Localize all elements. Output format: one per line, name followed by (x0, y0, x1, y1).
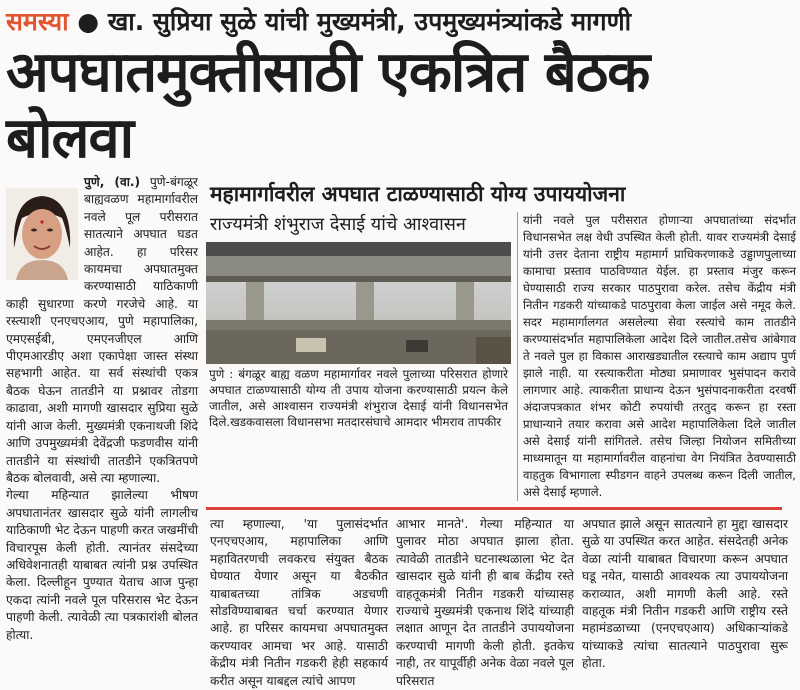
bullet-icon: ● (77, 7, 100, 36)
photo-caption: पुणे : बंगळूर बाह्य वळण महामार्गावर नवले पुलाच्या परिसरात होणारे अपघात टाळण्यासाठी योग्य ती उपाय योजना करण्यासाठी प्रयत्न केले जातील, असे आश्वासन राज्यमंत्री शंभुराज देसाई यांनी विधानसभेत दिले.खडकवासला विधानसभा मतदारसंघाचे आमदार भीमराव तापकीर (209, 367, 508, 429)
inset-box (206, 174, 796, 501)
kicker-text: खा. सुप्रिया सुळे यांची मुख्यमंत्री, उपमुख्यमंत्र्यांकडे मागणी (107, 7, 632, 36)
intro-paragraph: पुणे-बंगळूर बाह्यवळण महामार्गावरील नवले पूल परीसरात सातत्याने अपघात घडत आहेत. हा परिसर कायमचा अपघातमुक्त करण्यासाठी याठिकाणी काही सुधारणा करणे गरजेचे आहे. या रस्त्याशी एनएचएआय, पुणे महापालिका, एमएसईबी, एमएनजीएल आणि पीएमआरडीए अशा एकापेक्षा जास्त संस्था सहभागी आहेत. या सर्व संस्थांची एकत्र बैठक घेऊन तातडीने या प्रश्नावर तोडगा काढावा, अशी मागणी खासदार सुप्रिया सुळे यांनी आज केली. मुख्यमंत्री एकनाथजी शिंदे आणि उपमुख्यमंत्री देवेंद्रजी फडणवीस यांनी तातडीने या संस्थांची तातडीने एकत्रितपणे बैठक बोलवावी, असे त्या म्हणाल्या. (6, 175, 199, 485)
article-column-3: अपघात झाले असून सातत्याने हा मुद्दा खासदार सुळे या उपस्थित करत आहेत. संसदेतही अनेक वेळा त्यांनी याबाबत विचारणा करून अपघात घडू नयेत, यासाठी आवश्यक त्या उपाययोजना कराव्यात, अशी मागणी केली आहे. रस्ते वाहतूक मंत्री नितीन गडकरी आणि राष्ट्रीय रस्ते महामंडळाच्या (एनएचएआय) अधिकाऱ्यांकडे यांच्याकडे त्यांचा सातत्याने पाठपुरावा सुरू होता. (582, 517, 788, 671)
headline: अपघातमुक्तीसाठी एकत्रित बैठक बोलवा (6, 40, 650, 171)
red-divider (206, 507, 782, 510)
inset-subheading: राज्यमंत्री शंभुराज देसाई यांचे आश्वासन (210, 214, 466, 235)
kicker-tag: समस्या (6, 7, 69, 36)
article-column-2: आभार मानते'. गेल्या महिन्यात या पुलावर मोठा अपघात झाला होता. त्यावेळी तातडीने घटनास्थळाला भेट देत खासदार सुळे यांनी ही बाब केंद्रीय रस्ते वाहतूकमंत्री नितीन गडकरी यांच्यासह राज्याचे मुख्यमंत्री एकनाथ शिंदे यांच्याही लक्षात आणून देत तातडीने उपाययोजना करण्याची मागणी केली होती. इतकेच नाही, तर यापूर्वीही अनेक वेळा नवले पूल परिसरात (396, 517, 574, 688)
intro-paragraph: गेल्या महिन्यात झालेल्या भीषण अपघातानंतर खासदार सुळे यांनी लागलीच याठिकाणी भेट देऊन पाहणी करत जखमींची विचारपूस केली होती. त्यानंतर संसदेच्या अधिवेशनातही याबाबत त्यांनी प्रश्न उपस्थित केला. दिल्लीहून पुण्यात येताच आज पुन्हा एकदा त्यांनी नवले पूल परिसरास भेट देऊन पाहणी केली. त्यावेळी त्या पत्रकारांशी बोलत होत्या. (6, 488, 198, 642)
inset-article: यांनी नवले पुल परीसरात होणाऱ्या अपघातांच्या संदर्भात विधानसभेत लक्ष वेधी उपस्थित केली होती. यावर राज्यमंत्री देसाई यांनी उत्तर देताना राष्ट्रीय महामार्ग प्राधिकरणाकडे उड्डाणपुलाच्या कामाचा प्रस्ताव पाठविण्यात येईल. हा प्रस्ताव मंजुर करून घेण्यासाठी राज्य सरकार पाठपुरावा करेल. तसेच केंद्रीय मंत्री नितीन गडकरी यांच्याकडे पाठपुरावा केला जाईल असे नमूद केले. सदर महामार्गालगत असलेल्या सेवा रस्त्यांचे काम तातडीने करण्यासंदर्भात महापालिकेला आदेश दिले जातील.तसेच आंबेगाव ते नवले पुल हा विकास आराखड्यातील रस्त्याचे काम अद्याप पुर्ण झाले नाही. या रस्त्याकरीता मोठ्या प्रमाणावर भुसंपादन करावे लागणार आहे. त्याकरीता प्राधान्य देऊन भुसंपादनाकरीता दरवर्षी अंदाजपत्रकात शंभर कोटी रुपयांची तरतुद करून हा रस्ता प्राधान्याने तयार करावा असे आदेश महापालिकेला दिले जातील असे देसाई यांनी सांगितले. तसेच जिल्हा नियोजन समितीच्या माध्यमातून या महामार्गावरील वाहनांचा वेग नियंत्रित ठेवण्यासाठी वाहतुक विभागाला स्पीडगन वाहने उपलब्ध करून दिली जातील, असे देसाई म्हणाले. (517, 212, 796, 501)
kicker (6, 4, 794, 40)
flyover-photo (206, 242, 511, 364)
dateline: पुणे, (वा.) (84, 175, 141, 189)
inset-heading: महामार्गावरील अपघात टाळण्यासाठी योग्य उपाययोजना (210, 182, 626, 206)
article-column-1: त्या म्हणाल्या, 'या पुलासंदर्भात एनएचएआय, महापालिका आणि महावितरणची लवकरच संयुक्त बैठक घेण्यात येणार असून या बैठकीत याबाबतच्या तांत्रिक अडचणी सोडविण्याबाबत चर्चा करण्यात येणार आहे. हा परिसर कायमचा अपघातमुक्त करण्यावर आमचा भर आहे. यासाठी केंद्रीय मंत्री नितीन गडकरी हेही सहकार्य करीत असून याबद्दल त्यांचे आपण (210, 517, 388, 688)
portrait-photo (6, 188, 78, 280)
intro-article (6, 174, 198, 644)
